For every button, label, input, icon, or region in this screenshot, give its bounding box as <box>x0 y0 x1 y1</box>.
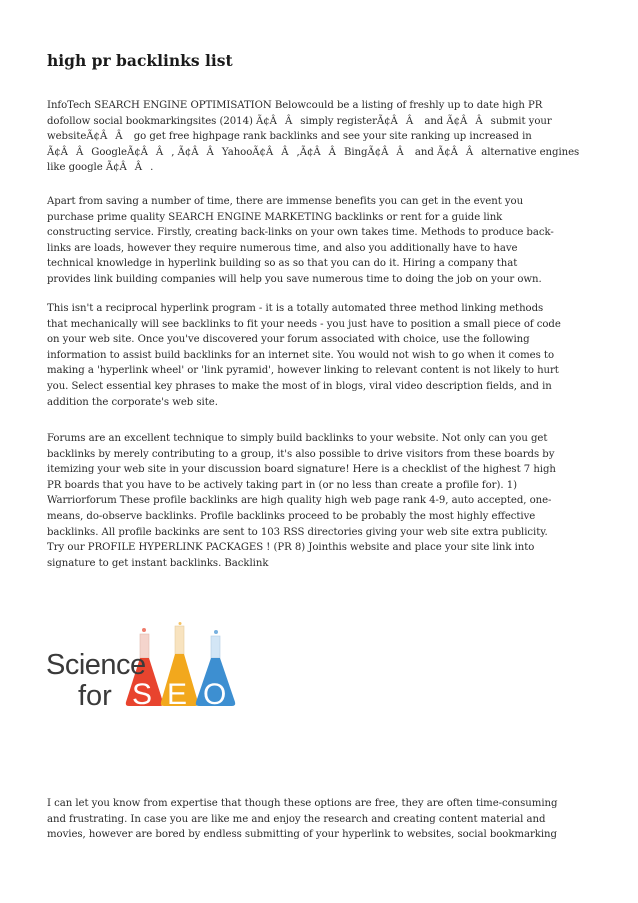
paragraph-intro: InfoTech SEARCH ENGINE OPTIMISATION Belowcould be a listing of freshly up to date high PR dofollow social bookmarkingsites (2014) Ã¢ÂÂsimply registerÃ¢ÂÂ and Ã¢ÂÂsubmit your websiteÃ¢ÂÂ go get free highpage rank backlinks and see your site ranking up increased in Ã¢ÂÂGoogleÃ¢ÂÂ, Ã¢ÂÂYahooÃ¢ÂÂ,Ã¢ÂÂBingÃ¢ÂÂ and Ã¢ÂÂalternative engines like google Ã¢ÂÂ. <box>47 100 580 174</box>
paragraph-reciprocal: This isn't a reciprocal hyperlink program - it is a totally automated three method linking methods that mechanically will see backlinks to fit your needs - you just have to position a small piece of code on your web site. Once you've discovered your forum associated with choice, use the following information to assist build backlinks for an internet site. You would not wish to go when it comes to making a 'hyperlink wheel' or 'link pyramid', however linking to relevant content is not likely to hurt you. Select essential key phrases to make the most of in blogs, viral video description fields, and in addition the corporate's web site. <box>47 303 561 408</box>
paragraph-forums: Forums are an excellent technique to simply build backlinks to your website. Not only can you get backlinks by merely contributing to a group, it's also possible to drive visitors from these boards by itemizing your web site in your discussion board signature! Here is a checklist of the highest 7 high PR boards that you have to be actively taking part in (or no less than create a profile for). 1) Warriorforum These profile backlinks are high quality high web page rank 4-9, auto accepted, one- means, do-observe backlinks. Profile backlinks proceed to be probably the most highly effective backlinks. All profile backinks are sent to 103 RSS directories giving your web site extra publicity. Try our PROFILE HYPERLINK PACKAGES ! (PR 8) Jointhis website and place your site link into signature to get instant backlinks. Backlink <box>47 433 556 569</box>
logo-letter-e: E <box>167 678 188 711</box>
science-for-seo-logo <box>44 622 274 712</box>
logo-word-science: Science <box>46 649 146 681</box>
logo-letter-o: O <box>203 678 227 711</box>
paragraph-benefits: Apart from saving a number of time, there are immense benefits you can get in the event you purchase prime quality SEARCH ENGINE MARKETING backlinks or rent for a guide link constructing service. Firstly, creating back-links on your own takes time. Methods to produce back- links are loads, however they require numerous time, and also you additionally have to have technical knowledge in hyperlink building so as so that you can do it. Hiring a company that provides link building companies will help you save numerous time to doing the job on your own. <box>47 196 554 285</box>
logo-letter-s: S <box>132 678 153 711</box>
logo-word-for: for <box>78 680 112 712</box>
paragraph-expertise: I can let you know from expertise that though these options are free, they are often time-consuming and frustrating. In case you are like me and enjoy the research and creating content material and movies, however are bored by endless submitting of your hyperlink to websites, social bookmarking <box>47 798 558 841</box>
page-title: high pr backlinks list <box>47 51 233 70</box>
